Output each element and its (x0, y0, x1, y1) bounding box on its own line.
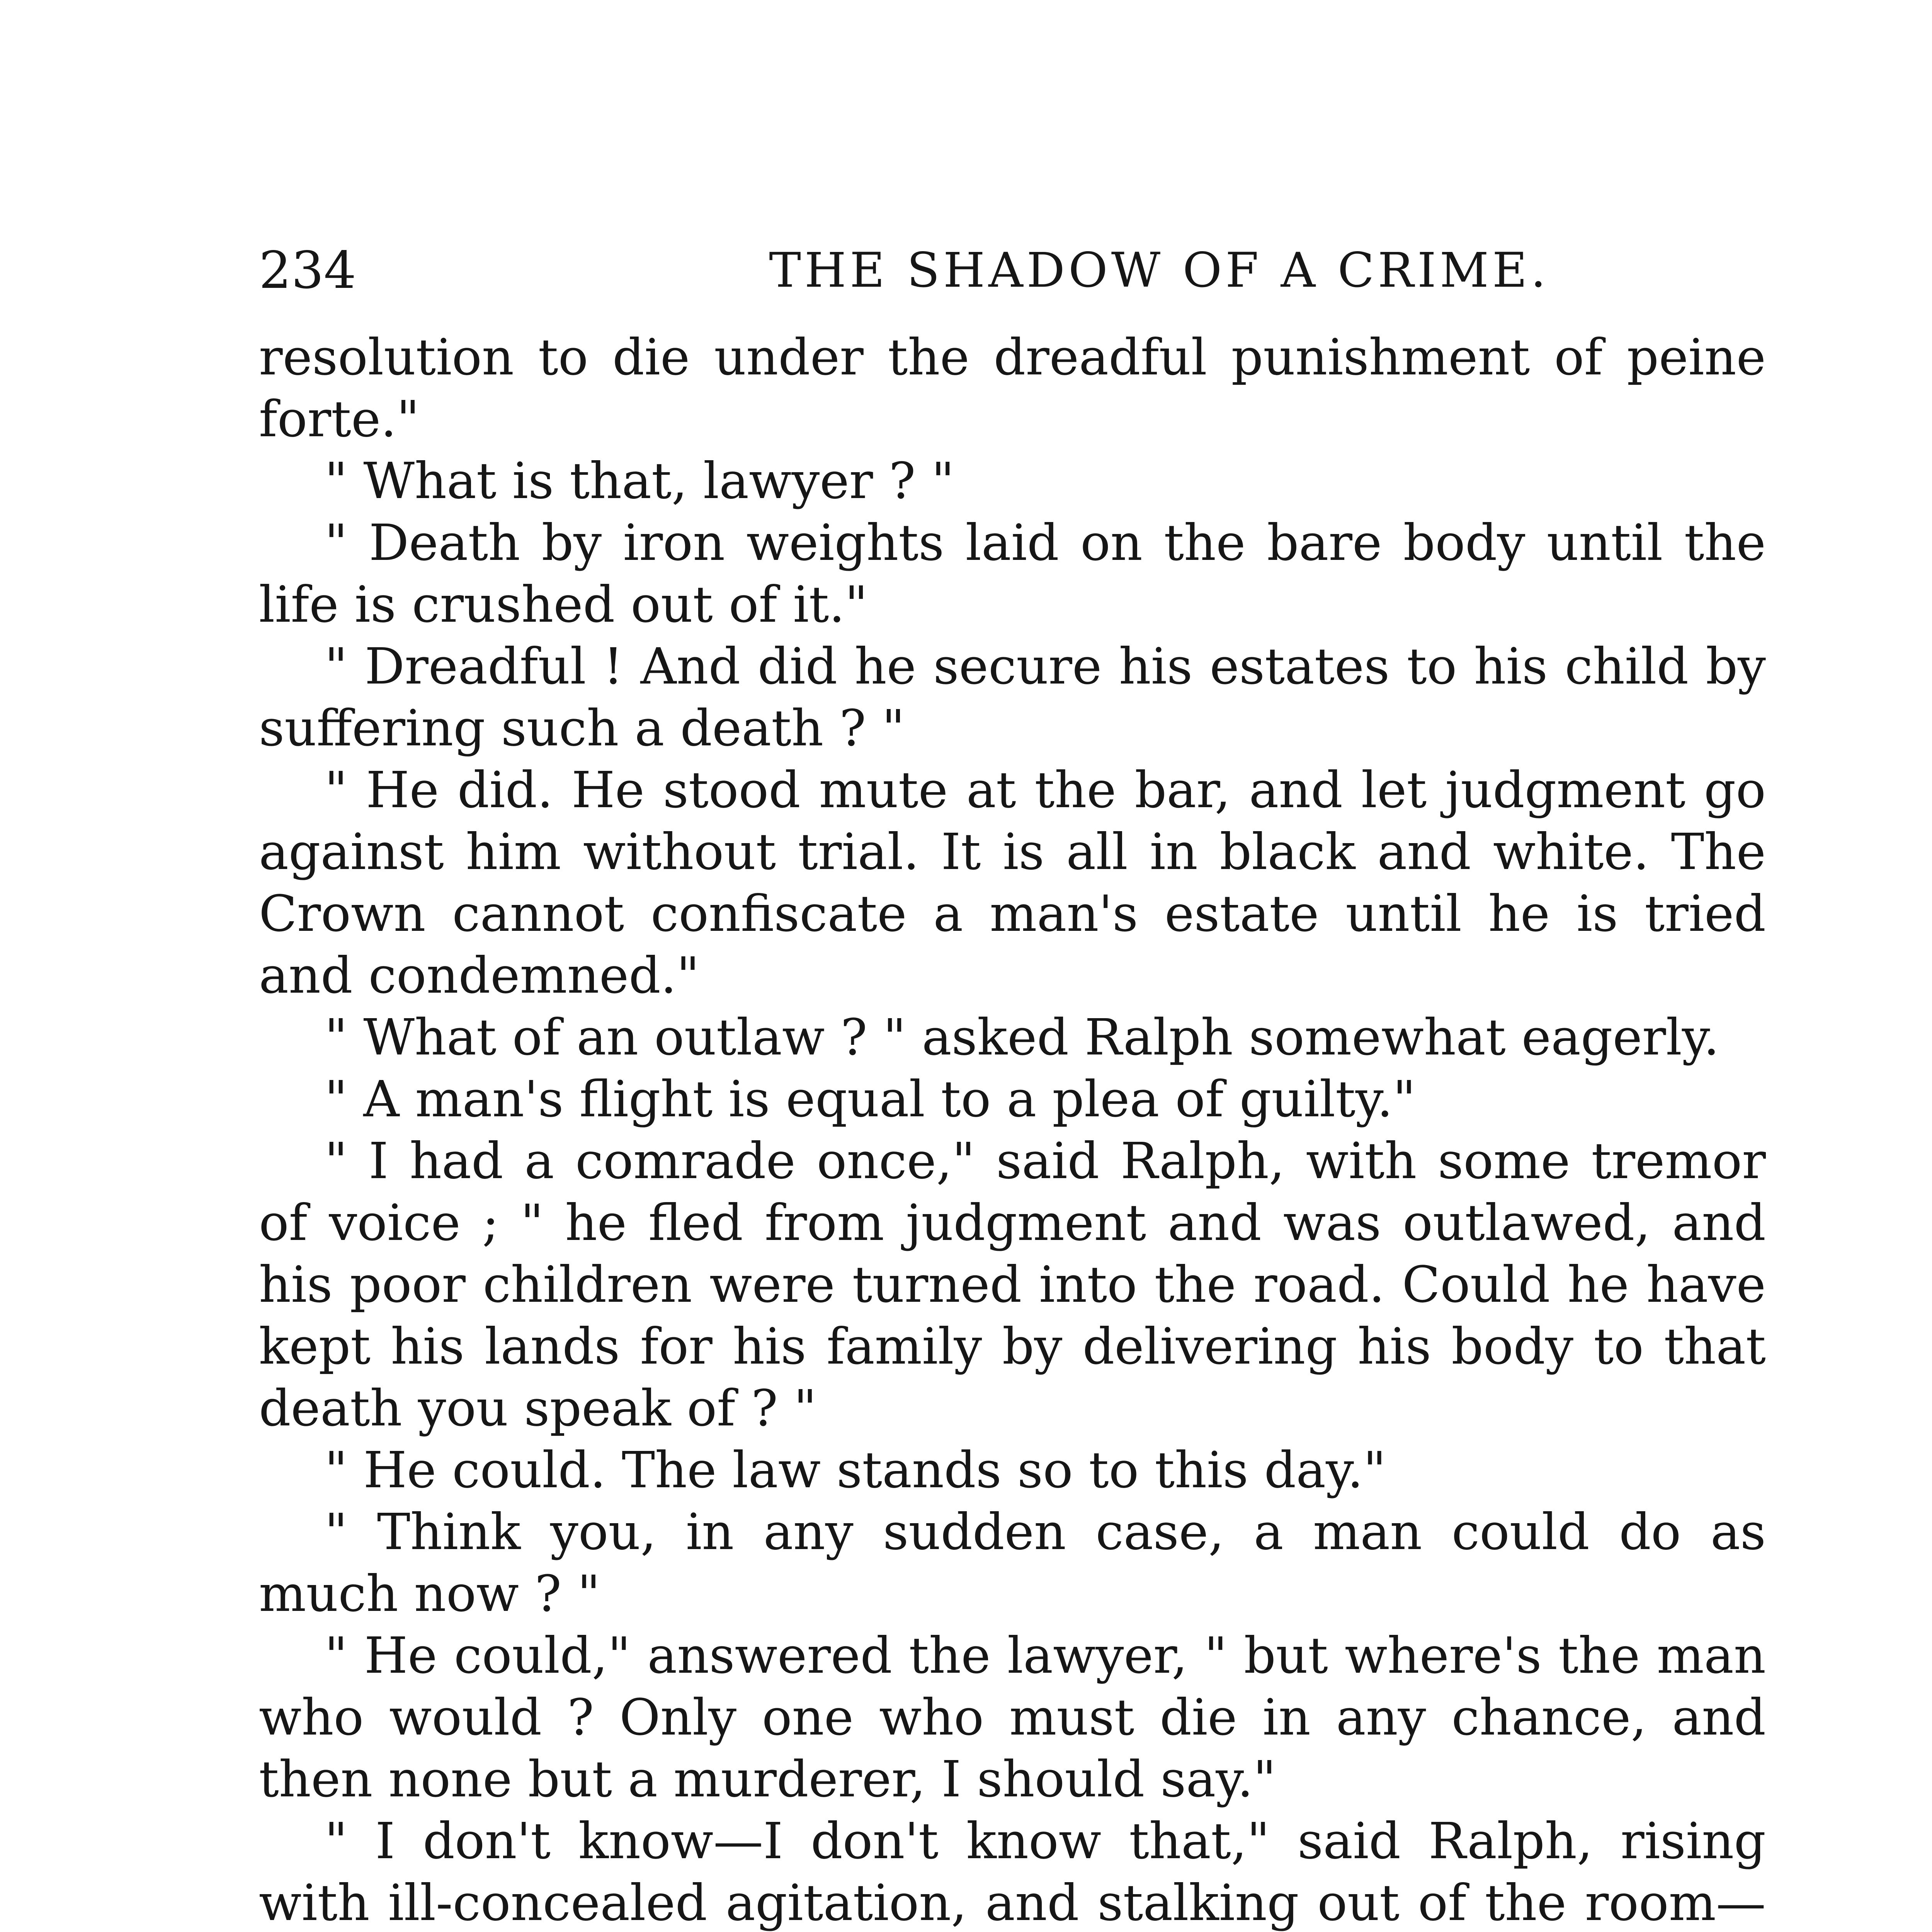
paragraph: " He could. The law stands so to this day." (325, 1441, 1386, 1499)
paragraph: " He could," answered the lawyer, " but where's the man who would ? Only one who must die in any chance, and then none but a murderer, I should say." (259, 1627, 1766, 1808)
paragraph: resolution to die under the dreadful punishment of peine forte." (259, 328, 1766, 448)
body-text (259, 327, 1766, 1932)
paragraph: " I had a comrade once," said Ralph, with some tremor of voice ; " he fled from judgment and was outlawed, and his poor children were turned into the road. Could he have kept his lands for his family by delivering his body to that death you speak of ? " (259, 1132, 1766, 1437)
running-title: THE SHADOW OF A CRIME. (769, 243, 1549, 298)
paragraph: " What of an outlaw ? " asked Ralph somewhat eagerly. (325, 1009, 1719, 1066)
paragraph: " Death by iron weights laid on the bare body until the life is crushed out of it." (259, 514, 1766, 634)
page-header (259, 236, 1766, 305)
paragraph: " Dreadful ! And did he secure his estates to his child by suffering such a death ? " (259, 638, 1766, 757)
paragraph: " What is that, lawyer ? " (325, 452, 954, 510)
paragraph: " Think you, in any sudden case, a man could do as much now ? " (259, 1503, 1766, 1623)
page-number: 234 (259, 241, 356, 300)
paragraph: " I don't know—I don't know that," said Ralph, rising with ill-concealed agitation, and stalking out of the room— (259, 1812, 1766, 1932)
paragraph: " He did. He stood mute at the bar, and let judgment go against him without trial. It is all in black and white. The Crown cannot confiscate a man's estate until he is tried and condemned." (259, 761, 1766, 1005)
paragraph: " A man's flight is equal to a plea of guilty." (325, 1070, 1416, 1128)
